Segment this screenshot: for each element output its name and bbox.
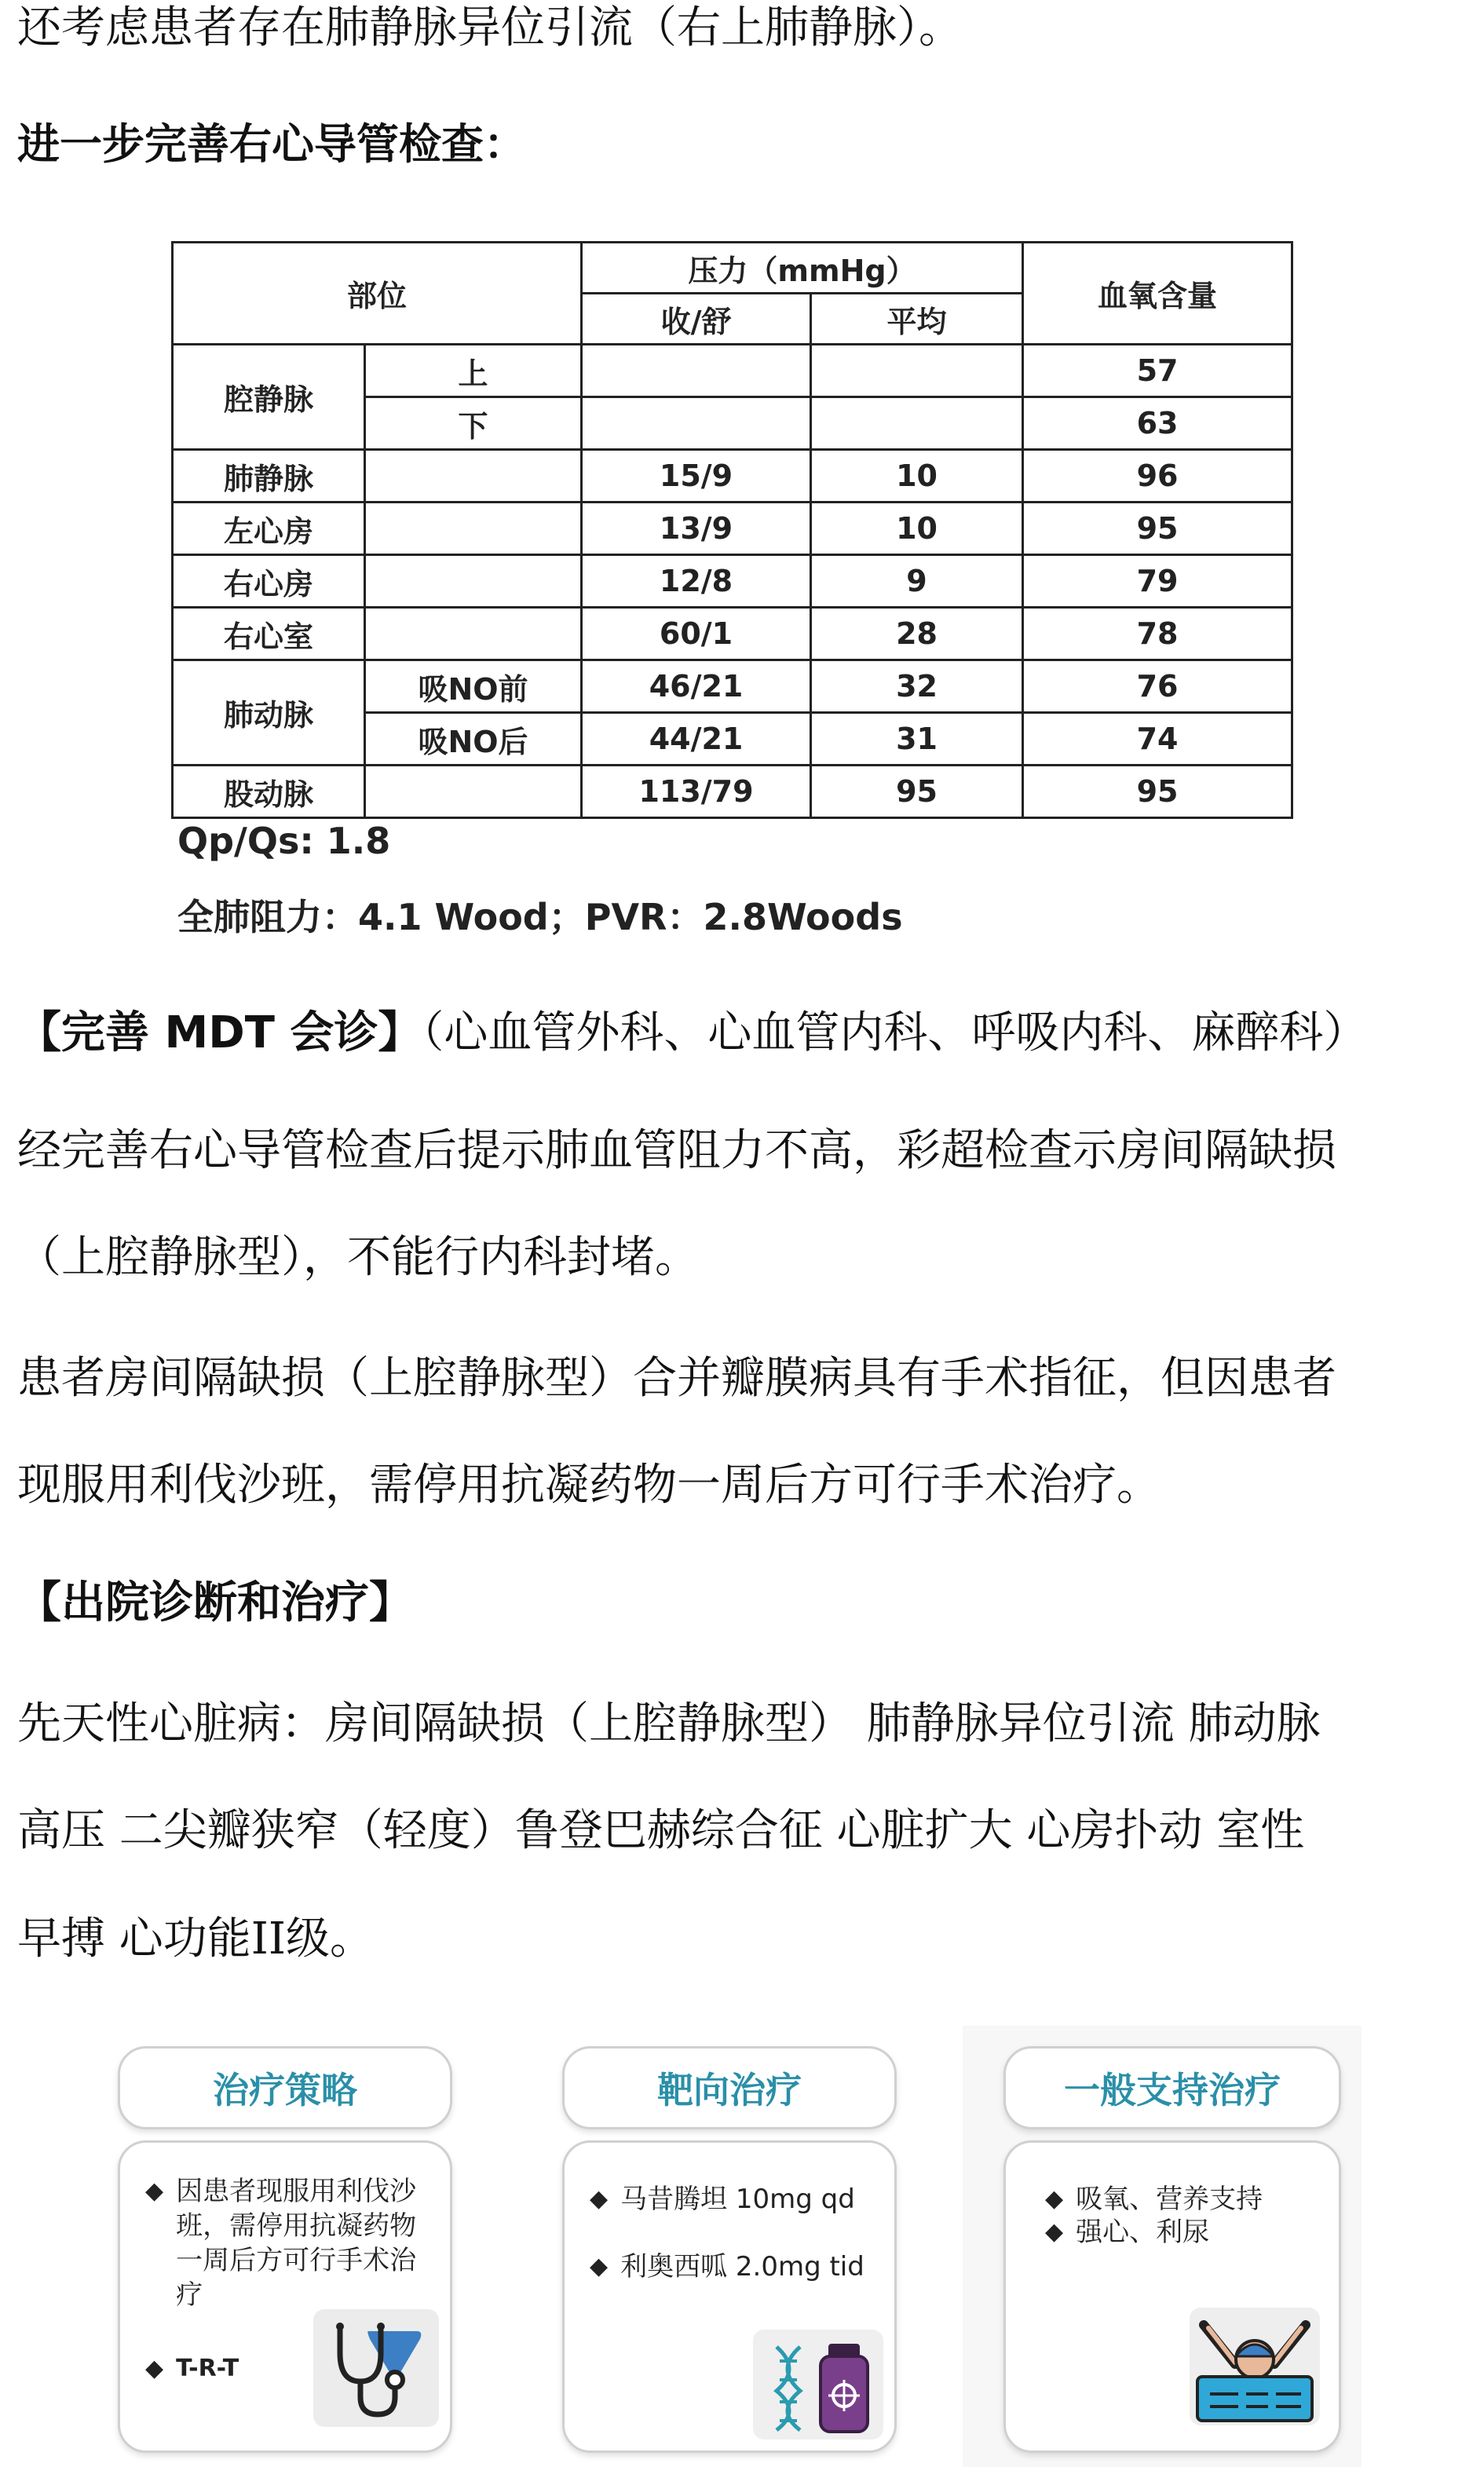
cell-o2: 95	[1023, 766, 1292, 818]
rhc-table	[171, 241, 1293, 819]
cell-o2: 78	[1023, 608, 1292, 660]
dna-medicine-icon	[753, 2330, 883, 2440]
mdt-heading-line	[17, 1007, 1467, 1059]
bullet-text: T-R-T	[176, 2355, 239, 2382]
cell-sd: 15/9	[582, 450, 811, 503]
diagnosis-line-1: 先天性心脏病：房间隔缺损（上腔静脉型） 肺静脉异位引流 肺动脉	[17, 1698, 1321, 1749]
bullet-item	[1045, 2182, 1263, 2217]
cell-o2: 63	[1023, 397, 1292, 450]
sub-upper: 上	[365, 345, 582, 397]
mdt-paragraph-1-line-2: （上腔静脉型），不能行内科封堵。	[17, 1232, 699, 1283]
discharge-title: 【出院诊断和治疗】	[17, 1577, 413, 1628]
cell-mean: 95	[811, 766, 1023, 818]
site-label: 左心房	[173, 503, 365, 555]
cell-empty	[582, 397, 811, 450]
card-support-title: 一般支持治疗	[1003, 2046, 1341, 2129]
bullet-item	[145, 2352, 239, 2386]
cell-mean: 9	[811, 555, 1023, 608]
cell-empty	[811, 397, 1023, 450]
site-label: 肺静脉	[173, 450, 365, 503]
cell-empty	[811, 345, 1023, 397]
cell-mean: 32	[811, 660, 1023, 713]
mdt-paragraph-2-line-2: 现服用利伐沙班，需停用抗凝药物一周后方可行手术治疗。	[17, 1460, 1161, 1511]
card-strategy	[118, 2140, 452, 2453]
header-site: 部位	[173, 243, 582, 345]
diamond-bullet-icon: ◆	[145, 2355, 164, 2382]
bullet-text-line: 班，需停用抗凝药物	[176, 2210, 417, 2242]
cell-sd: 60/1	[582, 608, 811, 660]
card-targeted	[562, 2140, 897, 2453]
cell-o2: 57	[1023, 345, 1292, 397]
sub-lower: 下	[365, 397, 582, 450]
table-row	[173, 660, 1292, 713]
bullet-text-line: 疗	[176, 2279, 203, 2311]
header-oxygen: 血氧含量	[1023, 243, 1292, 345]
bullet-text: 马昔腾坦 10mg qd	[620, 2184, 855, 2215]
bullet-item	[590, 2250, 864, 2284]
mdt-paragraph-2-line-1: 患者房间隔缺损（上腔静脉型）合并瓣膜病具有手术指征，但因患者	[17, 1353, 1336, 1404]
bullet-item	[1045, 2215, 1209, 2250]
diamond-bullet-icon: ◆	[145, 2177, 164, 2205]
table-row	[173, 555, 1292, 608]
cell-o2: 95	[1023, 503, 1292, 555]
diamond-bullet-icon: ◆	[590, 2185, 609, 2213]
table-row	[173, 766, 1292, 818]
cell-o2: 96	[1023, 450, 1292, 503]
table-row	[173, 450, 1292, 503]
cell-sd: 113/79	[582, 766, 811, 818]
cell-o2: 79	[1023, 555, 1292, 608]
bullet-item	[145, 2174, 416, 2312]
bullet-text: 强心、利尿	[1076, 2217, 1210, 2248]
qpqs-ratio: Qp/Qs: 1.8	[177, 820, 391, 862]
cell-empty	[365, 555, 582, 608]
card-support	[1003, 2140, 1341, 2453]
stethoscope-icon	[313, 2309, 439, 2427]
card-targeted-title: 靶向治疗	[562, 2046, 897, 2129]
card-strategy-title: 治疗策略	[118, 2046, 452, 2129]
cell-empty	[365, 766, 582, 818]
bullet-text	[176, 2174, 416, 2312]
cell-mean: 31	[811, 713, 1023, 766]
header-mean: 平均	[811, 294, 1023, 345]
bullet-text: 利奥西呱 2.0mg tid	[620, 2251, 864, 2282]
cell-mean: 10	[811, 503, 1023, 555]
table-row	[173, 608, 1292, 660]
mdt-departments: （心血管外科、心血管内科、呼吸内科、麻醉科）	[422, 1007, 1368, 1058]
cell-sd: 44/21	[582, 713, 811, 766]
cell-empty	[365, 450, 582, 503]
table-row	[173, 503, 1292, 555]
cell-sd: 13/9	[582, 503, 811, 555]
diagnosis-line-2: 高压 二尖瓣狭窄（轻度）鲁登巴赫综合征 心脏扩大 心房扑动 室性	[17, 1805, 1305, 1856]
site-vena-cava: 腔静脉	[173, 345, 365, 450]
table-row	[173, 345, 1292, 397]
swimmer-icon	[1190, 2308, 1320, 2425]
site-label: 右心房	[173, 555, 365, 608]
diamond-bullet-icon: ◆	[1045, 2185, 1064, 2213]
cell-o2: 76	[1023, 660, 1292, 713]
cell-mean: 28	[811, 608, 1023, 660]
site-pulmonary-artery: 肺动脉	[173, 660, 365, 766]
cell-empty	[365, 608, 582, 660]
site-label: 股动脉	[173, 766, 365, 818]
bullet-text: 吸氧、营养支持	[1076, 2184, 1263, 2215]
diamond-bullet-icon: ◆	[590, 2253, 609, 2280]
header-systolic-diastolic: 收/舒	[582, 294, 811, 345]
site-label: 右心室	[173, 608, 365, 660]
rhc-heading: 进一步完善右心导管检查：	[17, 119, 526, 169]
resistance-values: 全肺阻力：4.1 Wood；PVR：2.8Woods	[177, 896, 903, 938]
sub-post-no: 吸NO后	[365, 713, 582, 766]
sub-pre-no: 吸NO前	[365, 660, 582, 713]
bullet-text-line: 因患者现服用利伐沙	[176, 2176, 417, 2207]
cell-o2: 74	[1023, 713, 1292, 766]
cell-sd: 12/8	[582, 555, 811, 608]
header-pressure: 压力（mmHg）	[582, 243, 1023, 294]
cell-mean: 10	[811, 450, 1023, 503]
mdt-paragraph-1-line-1: 经完善右心导管检查后提示肺血管阻力不高，彩超检查示房间隔缺损	[17, 1125, 1336, 1176]
intro-line: 还考虑患者存在肺静脉异位引流（右上肺静脉）。	[17, 2, 963, 53]
bullet-item	[590, 2182, 855, 2217]
bullet-text-line: 一周后方可行手术治	[176, 2245, 417, 2276]
cell-sd: 46/21	[582, 660, 811, 713]
diamond-bullet-icon: ◆	[1045, 2218, 1064, 2246]
diagnosis-line-3: 早搏 心功能II级。	[17, 1913, 375, 1964]
cell-empty	[365, 503, 582, 555]
mdt-title: 【完善 MDT 会诊】	[17, 1007, 422, 1058]
cell-empty	[582, 345, 811, 397]
